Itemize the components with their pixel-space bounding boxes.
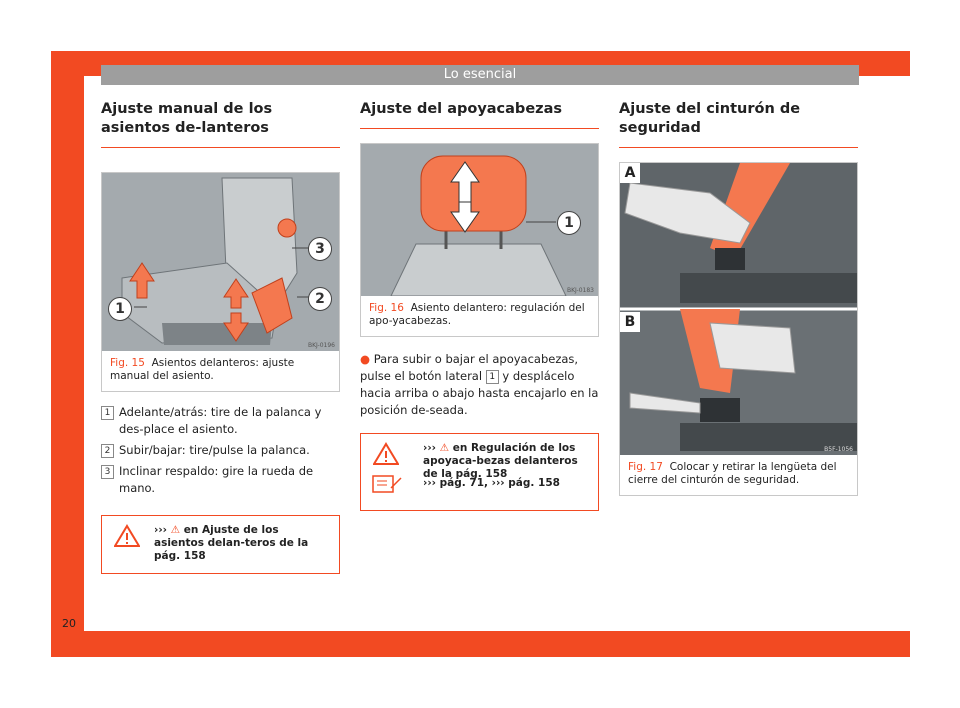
warning-box: [101, 515, 340, 574]
bullet-icon: ●: [360, 352, 371, 366]
headrest-instructions: [360, 351, 599, 419]
step-text: Adelante/atrás: tire de la palanca y des-place el asiento.: [119, 405, 322, 436]
para-text: y desplácelo hacia arriba o abajo hasta encajarlo en la posición de-seada.: [360, 369, 599, 417]
panel-label-b: B: [620, 312, 640, 332]
step-text: Subir/bajar: tire/pulse la palanca.: [119, 443, 310, 457]
image-code: BKJ-0196: [307, 342, 335, 349]
column-seat-adjust: [101, 100, 340, 574]
warning-link: en Ajuste de los asientos delan-teros de la pág. 158: [154, 524, 309, 562]
list-item: [101, 463, 340, 497]
warning-text[interactable]: [154, 524, 331, 563]
para-text: Para subir o bajar el apoyacabezas, pulse el botón lateral: [360, 352, 579, 383]
section-header: Lo esencial: [101, 65, 859, 85]
section-title: Ajuste del cinturón de seguridad: [619, 100, 858, 148]
section-title: Ajuste del apoyacabezas: [360, 100, 599, 129]
figure-caption: [102, 351, 339, 391]
page-number: 20: [62, 617, 76, 630]
caption-text: Colocar y retirar la lengüeta del cierre del cinturón de seguridad.: [628, 461, 837, 486]
link-arrows: ›››: [154, 524, 167, 536]
figure-15: [101, 172, 340, 392]
notebook-icon: [369, 472, 405, 494]
warning-mini-icon: ⚠: [170, 524, 181, 536]
warning-link: en Regulación de los apoyaca-bezas delanteros de la pág. 158: [423, 442, 578, 480]
image-code: B5F-1056: [824, 446, 853, 453]
figure-16: [360, 143, 599, 337]
figure-17: [619, 162, 858, 496]
figure-caption: [620, 455, 857, 495]
step-number: 3: [101, 465, 114, 479]
seatbelt-drawing: [620, 163, 857, 455]
figure-caption: [361, 296, 598, 336]
warning-mini-icon: ⚠: [439, 442, 450, 454]
caption-text: Asiento delantero: regulación del apo-yacabezas.: [369, 302, 585, 327]
figure-label: Fig. 16: [369, 302, 404, 314]
warning-text[interactable]: [423, 442, 593, 481]
list-item: [101, 442, 340, 459]
figure-label: Fig. 17: [628, 461, 663, 473]
figure-label: Fig. 15: [110, 357, 145, 369]
callout-3: 3: [308, 237, 332, 261]
warning-icon: [114, 524, 140, 548]
caption-text: Asientos delanteros: ajuste manual del asiento.: [110, 357, 295, 382]
warning-box: [360, 433, 599, 511]
inline-number: 1: [486, 370, 499, 384]
panel-label-a: A: [620, 163, 640, 183]
step-number: 2: [101, 444, 114, 458]
seatbelt-photo: [620, 163, 857, 455]
column-headrest: [360, 100, 599, 511]
adjust-list: [101, 404, 340, 497]
callout-1: 1: [108, 297, 132, 321]
list-item: [101, 404, 340, 438]
link-arrows: ›››: [423, 442, 436, 454]
step-number: 1: [101, 406, 114, 420]
image-code: BKJ-0183: [566, 287, 594, 294]
step-text: Inclinar respaldo: gire la rueda de mano.: [119, 464, 314, 495]
warning-icon: [373, 442, 399, 466]
callout-1: 1: [557, 211, 581, 235]
column-seatbelt: [619, 100, 858, 496]
section-title: Ajuste manual de los asientos de-lanteros: [101, 100, 340, 148]
seat-illustration: [102, 173, 339, 351]
callout-2: 2: [308, 287, 332, 311]
page-reference[interactable]: ››› pág. 71, ››› pág. 158: [423, 477, 560, 489]
headrest-illustration: [361, 144, 598, 296]
seat-drawing: [102, 173, 339, 351]
